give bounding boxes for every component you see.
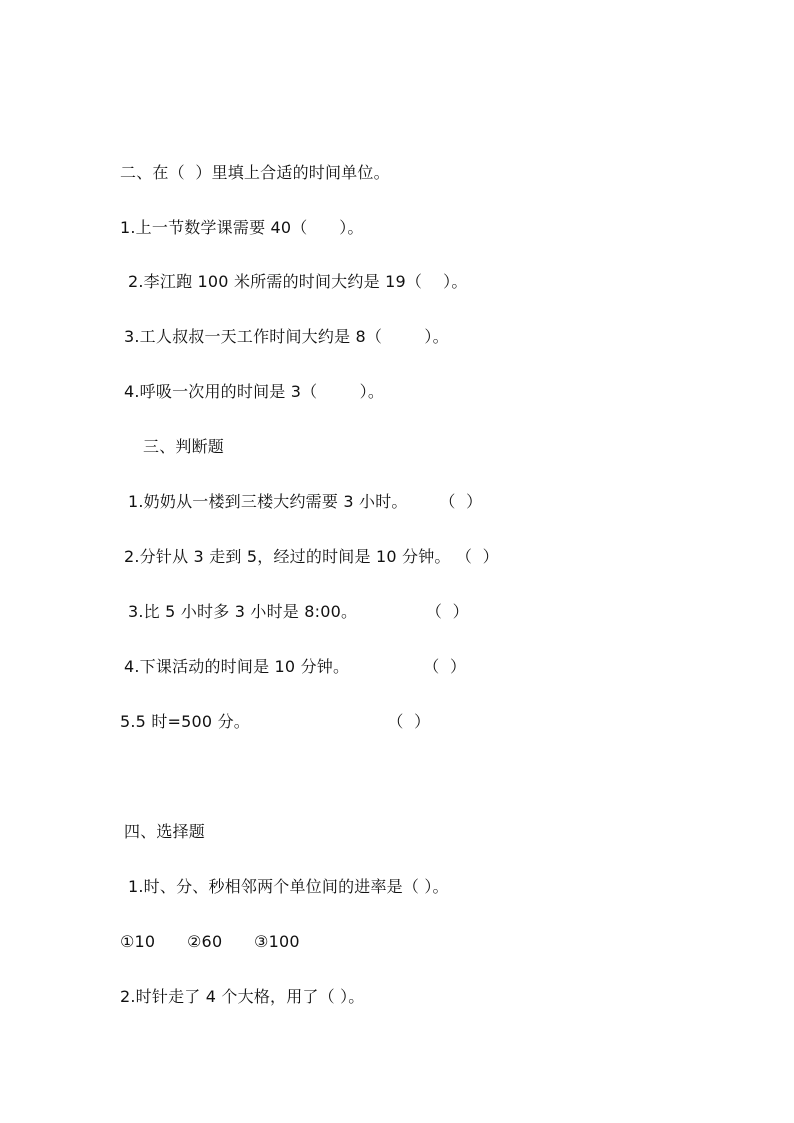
section-title-true-false: 三、判断题: [143, 437, 225, 456]
fill-blank-question-1: 1.上一节数学课需要 40（ ）。: [120, 218, 364, 237]
true-false-question-3: 3.比 5 小时多 3 小时是 8:00。 （ ）: [128, 602, 469, 621]
true-false-question-2: 2.分针从 3 走到 5，经过的时间是 10 分钟。 （ ）: [124, 547, 499, 566]
section-title-fill-blank: 二、在（ ）里填上合适的时间单位。: [120, 163, 390, 182]
true-false-question-1: 1.奶奶从一楼到三楼大约需要 3 小时。 （ ）: [128, 492, 483, 511]
choice-options-1: ①10 ②60 ③100: [120, 932, 300, 951]
fill-blank-question-4: 4.呼吸一次用的时间是 3（ ）。: [124, 382, 385, 401]
fill-blank-question-3: 3.工人叔叔一天工作时间大约是 8（ ）。: [124, 327, 449, 346]
fill-blank-question-2: 2.李江跑 100 米所需的时间大约是 19（ ）。: [128, 272, 468, 291]
section-title-choice: 四、选择题: [124, 822, 206, 841]
choice-question-1: 1.时、分、秒相邻两个单位间的进率是（ ）。: [128, 877, 449, 896]
true-false-question-5: 5.5 时=500 分。 （ ）: [120, 712, 431, 731]
true-false-question-4: 4.下课活动的时间是 10 分钟。 （ ）: [124, 657, 467, 676]
choice-question-2: 2.时针走了 4 个大格，用了（ ）。: [120, 987, 365, 1006]
